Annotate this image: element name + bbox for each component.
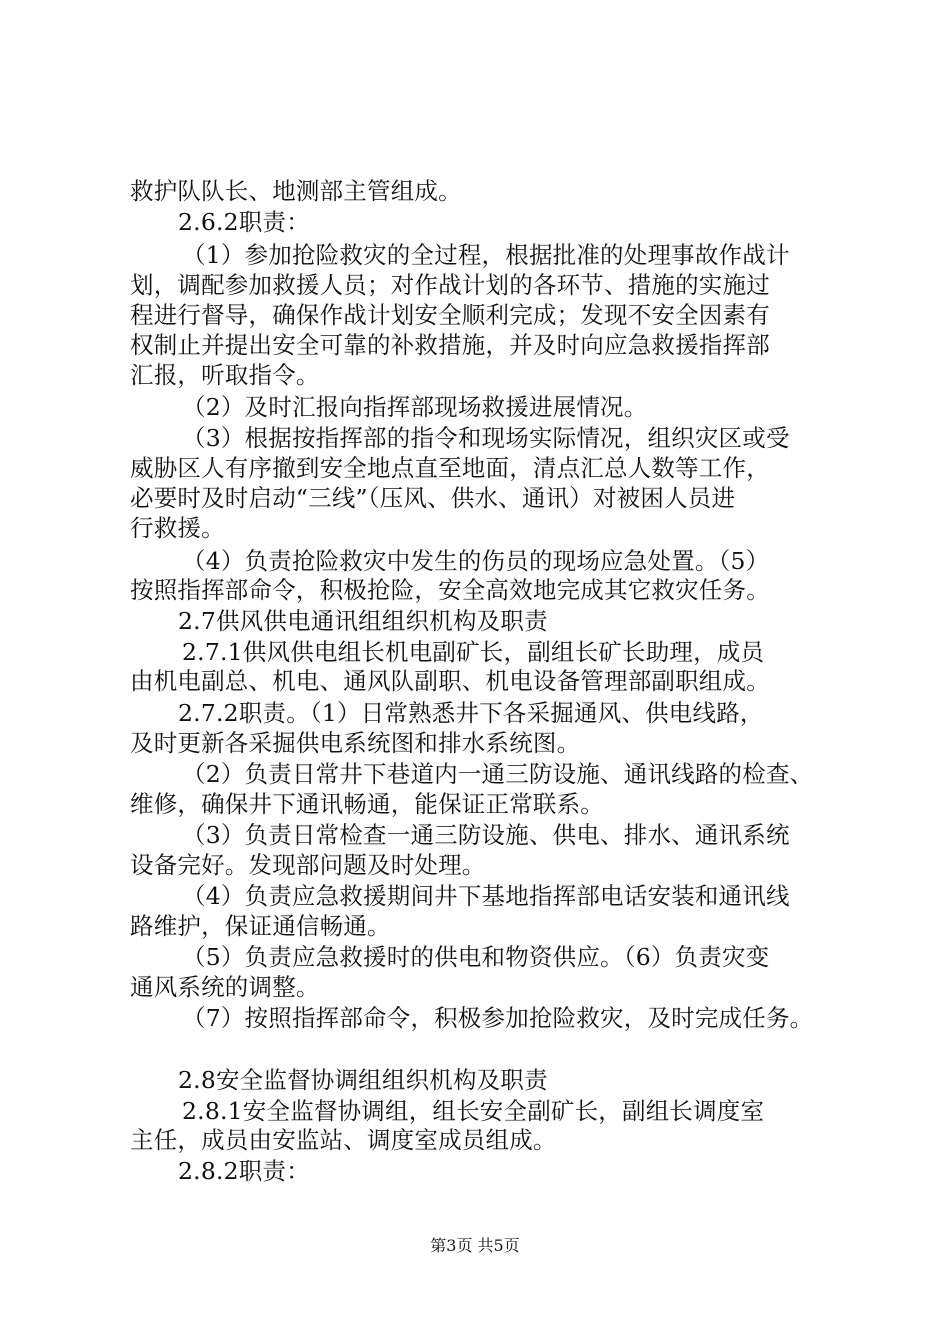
text-line-29: 2.8安全监督协调组组织机构及职责: [178, 1066, 548, 1094]
page-footer: 第3页 共5页: [430, 1236, 520, 1255]
text-line-9: （3）根据按指挥部的指令和现场实际情况，组织灾区或受: [182, 424, 790, 452]
text-line-11: 必要时及时启动“三线”（压风、供水、通讯）对被困人员进: [130, 484, 736, 512]
text-line-15: 2.7供风供电通讯组组织机构及职责: [178, 607, 548, 635]
text-line-2: 2.6.2职责：: [178, 208, 310, 236]
text-line-5: 程进行督导，确保作战计划安全顺利完成；发现不安全因素有: [130, 301, 770, 329]
text-line-24: （4）负责应急救援期间井下基地指挥部电话安装和通讯线: [182, 882, 790, 910]
text-line-18: 2.7.2职责。（1）日常熟悉井下各采掘通风、供电线路，: [178, 699, 764, 727]
text-line-23: 设备完好。发现部问题及时处理。: [130, 851, 486, 879]
text-line-22: （3）负责日常检查一通三防设施、供电、排水、通讯系统: [182, 821, 790, 849]
text-line-13: （4）负责抢险救灾中发生的伤员的现场应急处置。（5）: [182, 547, 770, 575]
text-line-6: 权制止并提出安全可靠的补救措施，并及时向应急救援指挥部: [130, 331, 770, 359]
text-line-20: （2）负责日常井下巷道内一通三防设施、通讯线路的检查、: [182, 760, 814, 788]
text-line-26: （5）负责应急救援时的供电和物资供应。（6）负责灾变: [182, 943, 770, 971]
text-line-30: 2.8.1安全监督协调组，组长安全副矿长，副组长调度室: [182, 1097, 765, 1125]
text-line-16: 2.7.1供风供电组长机电副矿长，副组长矿长助理，成员: [182, 638, 765, 666]
text-line-25: 路维护，保证通信畅通。: [130, 912, 391, 940]
text-line-32: 2.8.2职责：: [178, 1157, 310, 1185]
text-line-28: （7）按照指挥部命令，积极参加抢险救灾，及时完成任务。: [182, 1004, 814, 1032]
text-line-31: 主任，成员由安监站、调度室成员组成。: [130, 1126, 557, 1154]
text-line-3: （1）参加抢险救灾的全过程，根据批准的处理事故作战计: [182, 241, 790, 269]
text-line-1: 救护队队长、地测部主管组成。: [130, 177, 462, 205]
text-line-27: 通风系统的调整。: [130, 973, 320, 1001]
text-line-10: 威胁区人有序撤到安全地点直至地面，清点汇总人数等工作，: [130, 454, 770, 482]
text-line-8: （2）及时汇报向指挥部现场救援进展情况。: [182, 393, 648, 421]
text-line-4: 划，调配参加救援人员；对作战计划的各环节、措施的实施过: [130, 271, 770, 299]
text-line-19: 及时更新各采掘供电系统图和排水系统图。: [130, 729, 581, 757]
text-line-21: 维修，确保井下通讯畅通，能保证正常联系。: [130, 790, 604, 818]
text-line-14: 按照指挥部命令，积极抢险，安全高效地完成其它救灾任务。: [130, 576, 770, 604]
text-line-17: 由机电副总、机电、通风队副职、机电设备管理部副职组成。: [130, 667, 770, 695]
text-line-12: 行救援。: [130, 514, 225, 542]
text-line-7: 汇报，听取指令。: [130, 361, 320, 389]
